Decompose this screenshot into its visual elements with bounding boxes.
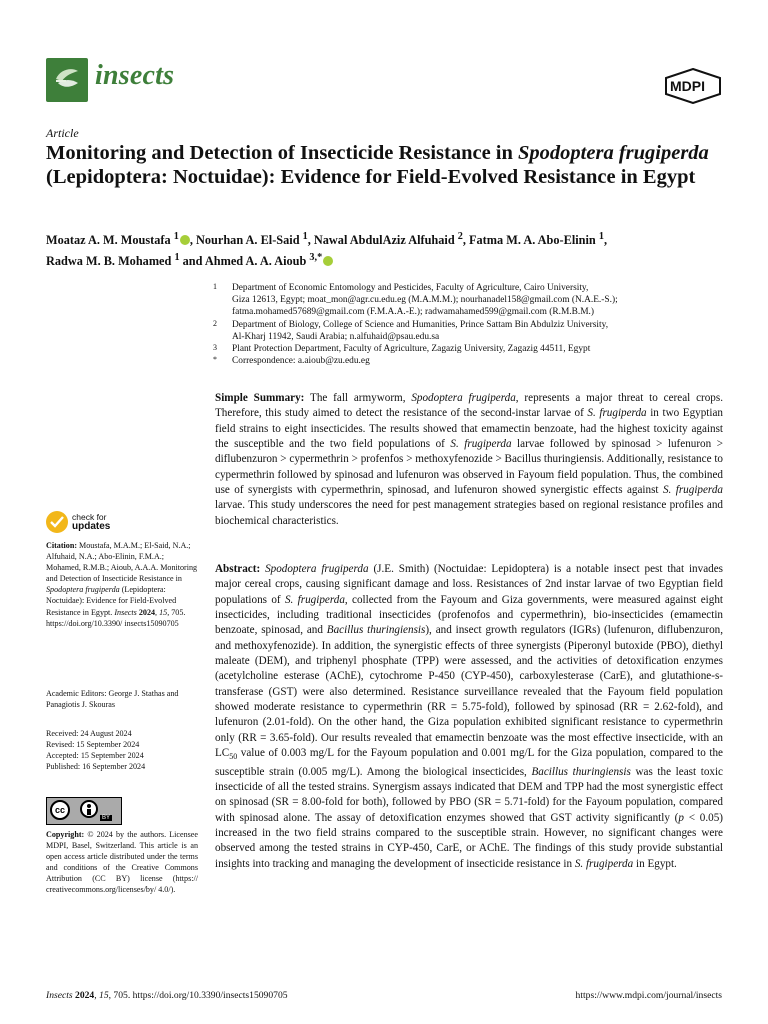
abstract-species: S. frugiperda: [574, 857, 634, 870]
mdpi-logo: [664, 68, 722, 104]
abstract-text: ), and insect growth regulators (IGRs) (lufenuron, diflubenzuron, and methoxyfenozide). In addition, the synergistic effects of three synergists (Piperonyl butoxide (PBO), diethyl maleate (DEM), and triphenyl phosphate (TPP) were assessed, and the activities of detoxification enzymes (acetylcholine esterase (AChE), cytochrome P-450 (CYP-450), carboxylesterase (CarE), and glutathione-s-transferase (GST) were also determined. Resistance surveillance revealed that the Fayoum field population showed moderate resistance to cypermethrin (RR = 5.75-fold), followed by spinosad (RR = 2.62-fold), and lufenuron (2.01-fold). On the other hand, the Giza population exhibited significant resistance to cypermethrin only (RR = 3.65-fold). Our results revealed that emamectin benzoate was the most effective insecticide, with an LC: [215, 624, 723, 760]
author-list: [46, 228, 726, 270]
abstract-species: S. frugiperda: [284, 593, 345, 606]
article-title: [46, 142, 726, 189]
affiliation-line: Plant Protection Department, Faculty of Agriculture, Zagazig University, Zagazig 44511, Egypt: [232, 344, 591, 355]
author-affil-sup: 1: [302, 231, 308, 242]
citation-species: Spodoptera frugiperda: [46, 585, 120, 595]
abstract-text: was the least toxic insecticide of all the tested strains. Synergism assays indicated that DEM and TPP had the most synergistic effect on spinosad (SR = 8.00-fold for both), followed by PBO (SR = 5.71-fold) for the Fayoum population, compared with spinosad alone. The assay of detoxification enzymes showed that GST activity significantly (: [215, 765, 723, 824]
check-line-1: check for: [72, 512, 107, 522]
check-line-2: updates: [72, 521, 111, 532]
citation-doi[interactable]: , 705. https://doi.org/10.3390/ insects15090705: [46, 607, 186, 628]
citation-journal: Insects: [114, 607, 137, 617]
copyright-notice: [46, 829, 198, 896]
citation-text: ,: [155, 607, 160, 617]
author-affil-sup: 1: [173, 231, 179, 242]
abstract-text: value of 0.003 mg/L for the Fayoum population and 0.001 mg/L for the Giza population, compared to the susceptible strain (0.005 mg/L). Among the biological insecticides,: [215, 747, 723, 778]
cc-icon: cc: [50, 800, 70, 820]
footer-volume: 15: [99, 990, 109, 1001]
title-text: Monitoring and Detection of Insecticide Resistance in: [46, 142, 519, 164]
affiliation-number: 1: [213, 282, 217, 291]
affiliation-number: *: [213, 355, 217, 365]
author-affil-sup: 3,*: [309, 252, 323, 264]
citation-volume: 15: [159, 607, 168, 617]
author-affil-sup: 2: [457, 231, 463, 242]
footer-doi[interactable]: , 705. https://doi.org/10.3390/insects15090705: [108, 990, 288, 1001]
date-published: Published: 16 September 2024: [46, 762, 146, 772]
check-updates-text: [72, 513, 110, 531]
affiliation-1: [213, 282, 713, 319]
summary-species: S. frugiperda: [662, 484, 723, 497]
publisher-name: MDPI: [670, 78, 705, 94]
affiliation-line: fatma.mohamed57689@gmail.com (F.M.A.A.-E.); radwamahamed599@gmail.com (R.M.B.M.): [232, 307, 595, 318]
cc-by-license-badge[interactable]: [46, 797, 122, 825]
author-name[interactable]: , Fatma M. A. Abo-Elinin: [462, 233, 599, 248]
abstract-text: , collected from the Fayoum and Giza governments, were measured against eight insecticides, including traditional insecticides (profenofos and cypermethrin), bio-insecticides (emamectin benzoate, spinosad, and: [215, 593, 723, 637]
correspondence-line[interactable]: Correspondence: a.aioub@zu.edu.eg: [232, 356, 370, 367]
summary-species: Spodoptera frugiperda: [411, 392, 516, 404]
author-affil-sup: 1: [174, 252, 180, 264]
simple-summary-label: Simple Summary:: [215, 392, 305, 404]
affiliation-3: [213, 343, 713, 355]
academic-editors: Academic Editors: George J. Stathas and Panagiotis J. Skouras: [46, 689, 179, 710]
affiliation-line: Giza 12613, Egypt; moat_mon@agr.cu.edu.eg (M.A.M.M.); nourhanadel158@gmail.com (N.A.E.-S.);: [232, 295, 618, 306]
citation-text: Moustafa, M.A.M.; El-Said, N.A.; Alfuhaid, N.A.; Abo-Elinin, F.M.A.; Mohamed, R.M.B.; Aioub, A.A.A. Monitoring and Detection of Insecticide Resistance in: [46, 541, 198, 584]
copyright-label: Copyright:: [46, 830, 85, 839]
simple-summary: [215, 391, 723, 529]
abstract-variable: p: [678, 811, 684, 824]
author-name[interactable]: , Nawal AbdulAziz Alfuhaid: [307, 233, 458, 248]
journal-logo: [46, 58, 88, 102]
article-type: Article: [46, 126, 79, 140]
copyright-text: © 2024 by the authors. Licensee MDPI, Basel, Switzerland. This article is an open access article distributed under the terms and conditions of the Creative Commons Attribution (CC BY) license (https:// creativecommons.org/licenses/by/ 4.0/).: [46, 830, 198, 895]
abstract-species: Bacillus thuringiensis: [326, 624, 426, 637]
footer-journal-url[interactable]: https://www.mdpi.com/journal/insects: [575, 990, 722, 1001]
author-name[interactable]: and Ahmed A. A. Aioub: [179, 254, 310, 269]
insect-icon: [52, 65, 82, 95]
affiliations: [213, 282, 713, 367]
summary-species: S. frugiperda: [587, 407, 647, 420]
citation: [46, 540, 198, 629]
footer-year: 2024: [72, 990, 95, 1001]
author-name[interactable]: Radwa M. B. Mohamed: [46, 254, 175, 269]
title-species: Spodoptera frugiperda: [518, 142, 709, 164]
affiliation-line: Department of Biology, College of Science and Humanities, Prince Sattam Bin Abdulziz University,: [232, 319, 609, 330]
abstract-species: Bacillus thuringiensis: [531, 765, 631, 778]
summary-text: larvae. This study underscores the need for pest management strategies based on regional resistance profiles and biochemical characteristics.: [215, 499, 723, 527]
summary-text: The fall armyworm,: [304, 392, 412, 404]
journal-name: insects: [95, 60, 175, 91]
citation-label: Citation:: [46, 541, 78, 550]
author-name[interactable]: , Nourhan A. El-Said: [189, 233, 303, 248]
author-name[interactable]: Moataz A. M. Moustafa: [46, 233, 174, 248]
citation-text: (Lepidoptera: Noctuidae): Evidence for Field-Evolved Resistance in Egypt.: [46, 585, 177, 617]
affiliation-line: Department of Economic Entomology and Pesticides, Faculty of Agriculture, Cairo University,: [232, 283, 589, 293]
affiliation-line: Al-Kharj 11942, Saudi Arabia; n.alfuhaid@psau.edu.sa: [232, 331, 440, 342]
summary-text: , represents a major threat to cereal crops. Therefore, this study aimed to detect the resistance of the second-instar larvae of: [215, 392, 723, 420]
abstract-text: in Egypt.: [633, 857, 677, 870]
orcid-icon[interactable]: [180, 235, 190, 245]
affiliation-2: [213, 319, 713, 343]
author-line-2: [46, 249, 726, 270]
abstract-text: (J.E. Smith) (Noctuidae: Lepidoptera) is a notable insect pest that invades major cereal crops, causing significant damage and loss. Resistances of 2nd instar larvae of two Egyptian field populations of: [215, 563, 723, 606]
abstract-text: < 0.05) increased in the two field strains compared to the susceptible strain. However, no significant changes were observed among the tested strains in CYP-450, CarE, or AChE. The findings of this study provide substantial insights into tracking and managing the development of insecticide resistance in: [215, 811, 723, 870]
author-separator: ,: [603, 233, 608, 248]
affiliation-number: 3: [213, 343, 217, 353]
check-for-updates-badge[interactable]: [46, 511, 166, 537]
date-received: Received: 24 August 2024: [46, 729, 132, 738]
author-line-1: [46, 228, 726, 249]
date-revised: Revised: 15 September 2024: [46, 740, 140, 750]
attribution-icon: [80, 800, 98, 818]
orcid-icon[interactable]: [323, 256, 333, 266]
title-text-2: (Lepidoptera: Noctuidae): Evidence for Field-Evolved Resistance in Egypt: [46, 165, 696, 188]
affiliation-number: 2: [213, 318, 217, 328]
summary-text: larvae followed by spinosad > lufenuron > diflubenzuron > cypermethrin > profenfos > methoxyfenozide > Bacillus thuringiensis. Additionally, resistance to cypermethrin followed by spinosad and lufenuron was observed in Fayoum field population. Thus, the combined use of synergists with cypermethrin, spinosad, and lufenuron showed synergistic effects against: [215, 438, 723, 497]
citation-year: 2024: [136, 607, 156, 617]
summary-text: in two Egyptian field strains to eight insecticides. The results showed that emamectin benzoate, had the highest toxicity against the susceptible and the two field populations of: [215, 407, 723, 451]
author-affil-sup: 1: [598, 231, 604, 242]
abstract-label: Abstract:: [215, 563, 261, 575]
footer-journal: Insects: [46, 990, 73, 1001]
check-icon: [46, 511, 68, 533]
footer-citation: [46, 990, 288, 1001]
footer-sep: ,: [94, 990, 100, 1001]
abstract-species: Spodoptera frugiperda: [265, 563, 369, 575]
correspondence: [213, 355, 713, 367]
publication-dates: [46, 728, 198, 772]
abstract-subscript: 50: [229, 752, 238, 762]
by-label: BY: [102, 815, 111, 821]
summary-species: S. frugiperda: [450, 438, 512, 451]
abstract: [215, 562, 723, 872]
date-accepted: Accepted: 15 September 2024: [46, 751, 144, 761]
